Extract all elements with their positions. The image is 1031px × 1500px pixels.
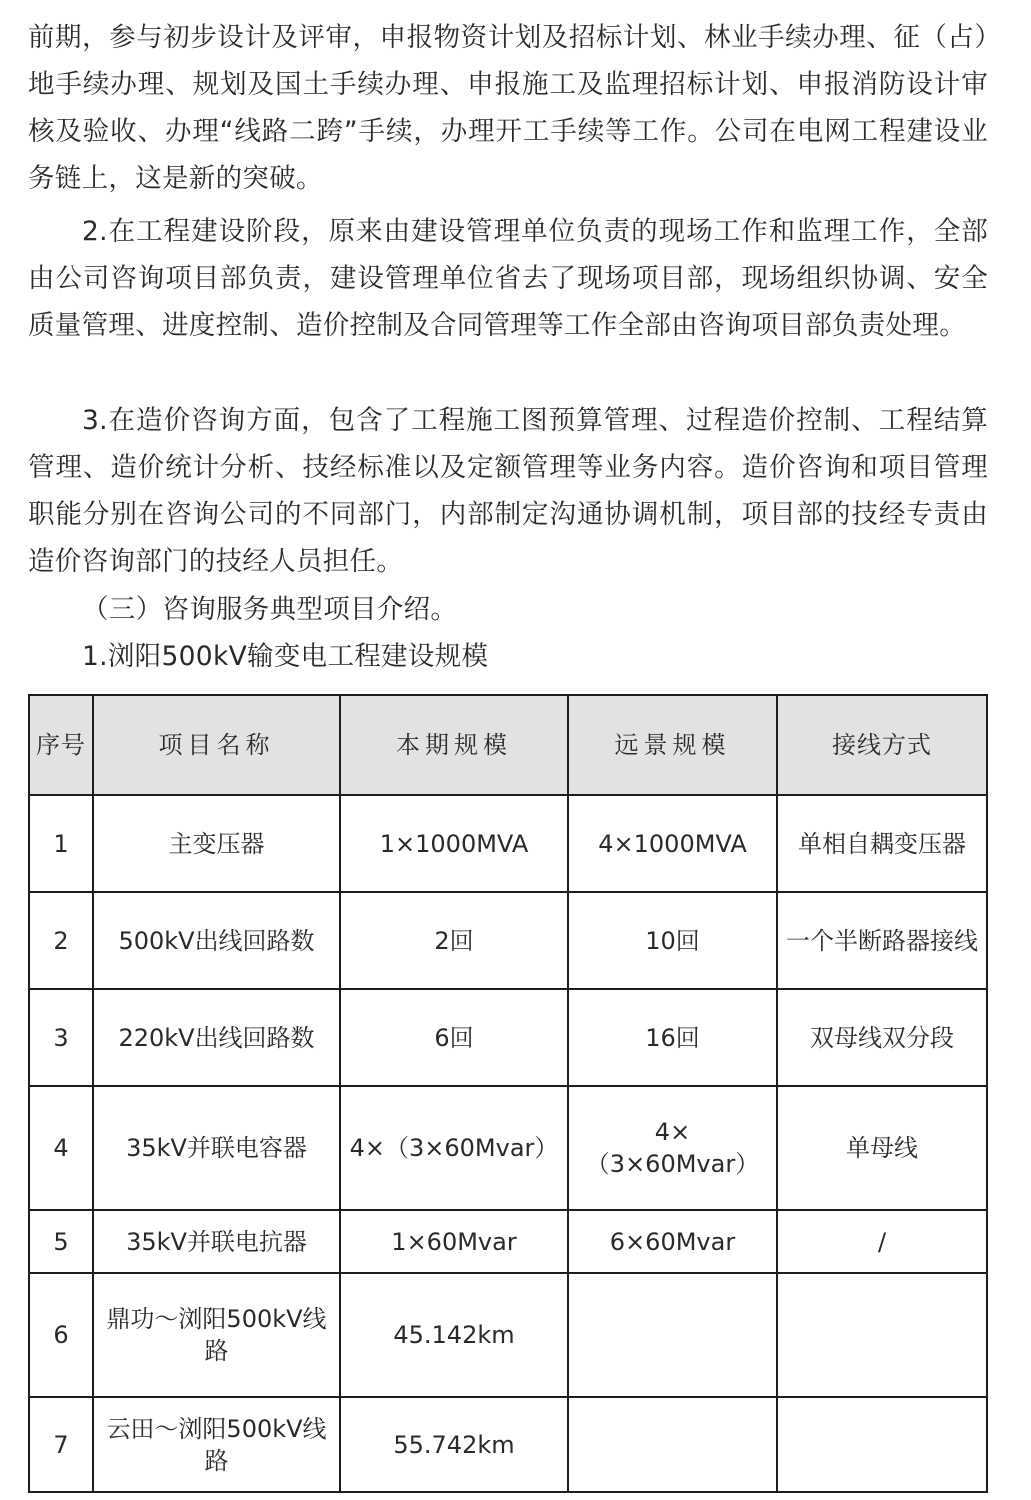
cell-index: 4 [29,1086,93,1210]
table-caption: 1.浏阳500kV输变电工程建设规模 [82,641,489,672]
cell-item-name: 主变压器 [93,795,340,892]
cell-future-scale: 16回 [568,989,777,1086]
paragraph-cost-consulting: 3.在造价咨询方面，包含了工程施工图预算管理、过程造价控制、工程结算管理、造价统计分析、技经标准以及定额管理等业务内容。造价咨询和项目管理职能分别在咨询公司的不同部门，内部制定沟通协调机制，项目部的技经专责由造价咨询部门的技经人员担任。 [28,405,988,577]
cell-future-scale: 4×1000MVA [568,795,777,892]
cell-wiring-method [777,1273,987,1397]
table-row [29,989,987,1086]
cell-item-name: 500kV出线回路数 [93,892,340,989]
cell-wiring-method: 一个半断路器接线 [777,892,987,989]
cell-current-scale: 2回 [340,892,568,989]
cell-index: 3 [29,989,93,1086]
cell-item-name: 云田～浏阳500kV线路 [93,1397,340,1492]
header-item-name: 项目名称 [93,695,340,795]
cell-current-scale: 1×1000MVA [340,795,568,892]
cell-index: 7 [29,1397,93,1492]
paragraph-construction-stage: 2.在工程建设阶段，原来由建设管理单位负责的现场工作和监理工作，全部由公司咨询项目部负责，建设管理单位省去了现场项目部，现场组织协调、安全质量管理、进度控制、造价控制及合同管理等工作全部由咨询项目部负责处理。 [28,216,988,341]
cell-wiring-method [777,1397,987,1492]
header-index: 序号 [29,695,93,795]
cell-current-scale: 45.142km [340,1273,568,1397]
cell-future-scale: 10回 [568,892,777,989]
table-row [29,892,987,989]
table-row [29,1086,987,1210]
table-row [29,1273,987,1397]
project-scale-table [28,694,988,1493]
cell-wiring-method: / [777,1210,987,1273]
cell-future-scale [568,1273,777,1397]
cell-item-name: 35kV并联电抗器 [93,1210,340,1273]
cell-current-scale: 4×（3×60Mvar） [340,1086,568,1210]
table-row [29,1397,987,1492]
header-wiring-method: 接线方式 [777,695,987,795]
paragraph-preliminary-work: 前期，参与初步设计及评审，申报物资计划及招标计划、林业手续办理、征（占）地手续办理、规划及国土手续办理、申报施工及监理招标计划、申报消防设计审核及验收、办理“线路二跨”手续，办理开工手续等工作。公司在电网工程建设业务链上，这是新的突破。 [28,22,988,194]
cell-current-scale: 55.742km [340,1397,568,1492]
cell-item-name: 35kV并联电容器 [93,1086,340,1210]
cell-item-name: 220kV出线回路数 [93,989,340,1086]
table-row [29,1210,987,1273]
cell-index: 5 [29,1210,93,1273]
cell-wiring-method: 单母线 [777,1086,987,1210]
cell-index: 1 [29,795,93,892]
header-future-scale: 远景规模 [568,695,777,795]
cell-index: 2 [29,892,93,989]
cell-current-scale: 1×60Mvar [340,1210,568,1273]
cell-future-scale [568,1397,777,1492]
cell-index: 6 [29,1273,93,1397]
cell-wiring-method: 单相自耦变压器 [777,795,987,892]
table-header-row [29,695,987,795]
cell-future-scale: 4×（3×60Mvar） [568,1086,777,1210]
cell-wiring-method: 双母线双分段 [777,989,987,1086]
header-current-scale: 本期规模 [340,695,568,795]
cell-item-name: 鼎功～浏阳500kV线路 [93,1273,340,1397]
table-row [29,795,987,892]
cell-future-scale: 6×60Mvar [568,1210,777,1273]
cell-current-scale: 6回 [340,989,568,1086]
section-heading-typical-projects: （三）咨询服务典型项目介绍。 [82,594,458,625]
